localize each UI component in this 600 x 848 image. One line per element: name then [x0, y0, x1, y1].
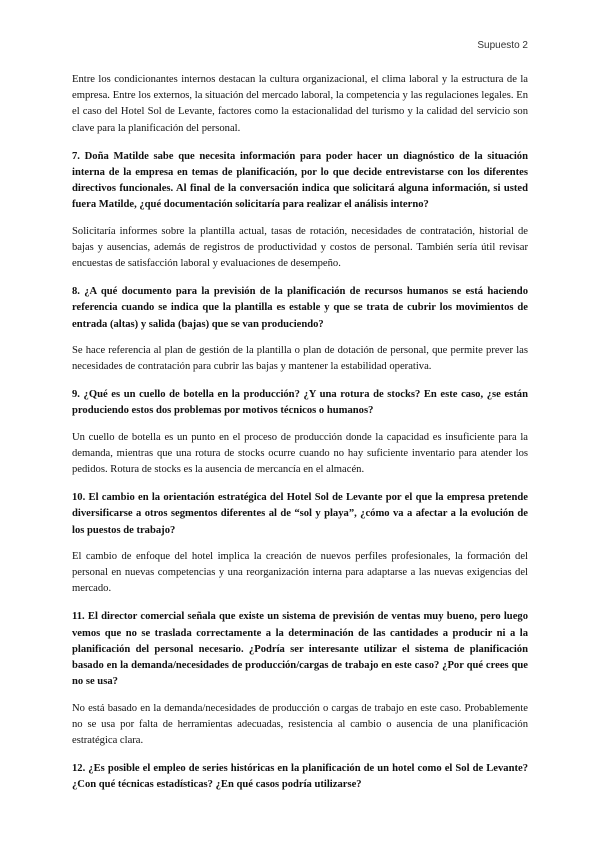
document-body [72, 72, 528, 804]
answer-8: Se hace referencia al plan de gestión de la plantilla o plan de dotación de personal, que permite prever las necesidades de contratación para cubrir las bajas y mantener la estabilidad operativa. [72, 344, 528, 373]
answer-7: Solicitaría informes sobre la plantilla actual, tasas de rotación, necesidades de contratación, historial de bajas y ausencias, además de registros de productividad y costos de personal. También sería útil revisar encuestas de satisfacción laboral y evaluaciones de desempeño. [72, 225, 528, 270]
question-8: 8. ¿A qué documento para la previsión de la planificación de recursos humanos se está haciendo referencia cuando se indica que la plantilla es estable y que se trata de cubrir los movimientos de entrada (altas) y salida (bajas) que se van produciendo? [72, 286, 528, 330]
answer-10: El cambio de enfoque del hotel implica la creación de nuevos perfiles profesionales, la formación del personal en nuevas competencias y una reorganización interna para adaptarse a las nuevas exigencias del mercado. [72, 550, 528, 595]
answer-11: No está basado en la demanda/necesidades de producción o cargas de trabajo en este caso. Probablemente no se usa por falta de herramientas adecuadas, resistencia al cambio o ausencia de una planificación estratégica clara. [72, 702, 528, 746]
question-12: 12. ¿Es posible el empleo de series históricas en la planificación de un hotel como el Sol de Levante? ¿Con qué técnicas estadísticas? ¿En qué casos podría utilizarse? [72, 763, 528, 791]
answer-9: Un cuello de botella es un punto en el proceso de producción donde la capacidad es insuficiente para la demanda, mientras que una rotura de stocks ocurre cuando no hay suficiente inventario para atender los pedidos. Rotura de stocks es la ausencia de mercancía en el almacén. [72, 431, 528, 476]
page-header: Supuesto 2 [477, 40, 528, 51]
question-7: 7. Doña Matilde sabe que necesita información para poder hacer un diagnóstico de la situación interna de la empresa en temas de planificación, por lo que decide entrevistarse con los diferentes directivos funcionales. Al final de la conversación indica que solicitará alguna información, si usted fuera Matilde, ¿qué documentación solicitaría para realizar el análisis interno? [72, 150, 528, 211]
question-9: 9. ¿Qué es un cuello de botella en la producción? ¿Y una rotura de stocks? En este caso, ¿se están produciendo estos dos problemas por motivos técnicos o humanos? [72, 389, 528, 417]
answer-paragraph: Entre los condicionantes internos destacan la cultura organizacional, el clima laboral y la estructura de la empresa. Entre los externos, la situación del mercado laboral, la competencia y las regulaciones legales. En el caso del Hotel Sol de Levante, factores como la estacionalidad del turismo y la calidad del servicio son clave para la planificación del personal. [72, 74, 528, 134]
question-11: 11. El director comercial señala que existe un sistema de previsión de ventas muy bueno, pero luego vemos que no se traslada correctamente a la determinación de las cantidades a producir ni a la planificación del personal necesario. ¿Podría ser interesante utilizar el sistema de planificación basado en la demanda/necesidades de producción/cargas de trabajo en este caso? ¿Por qué crees que no se usa? [72, 611, 528, 688]
question-10: 10. El cambio en la orientación estratégica del Hotel Sol de Levante por el que la empresa pretende diversificarse a otros segmentos diferentes al de “sol y playa”, ¿cómo va a afectar a la evolución de los puestos de trabajo? [72, 492, 528, 536]
